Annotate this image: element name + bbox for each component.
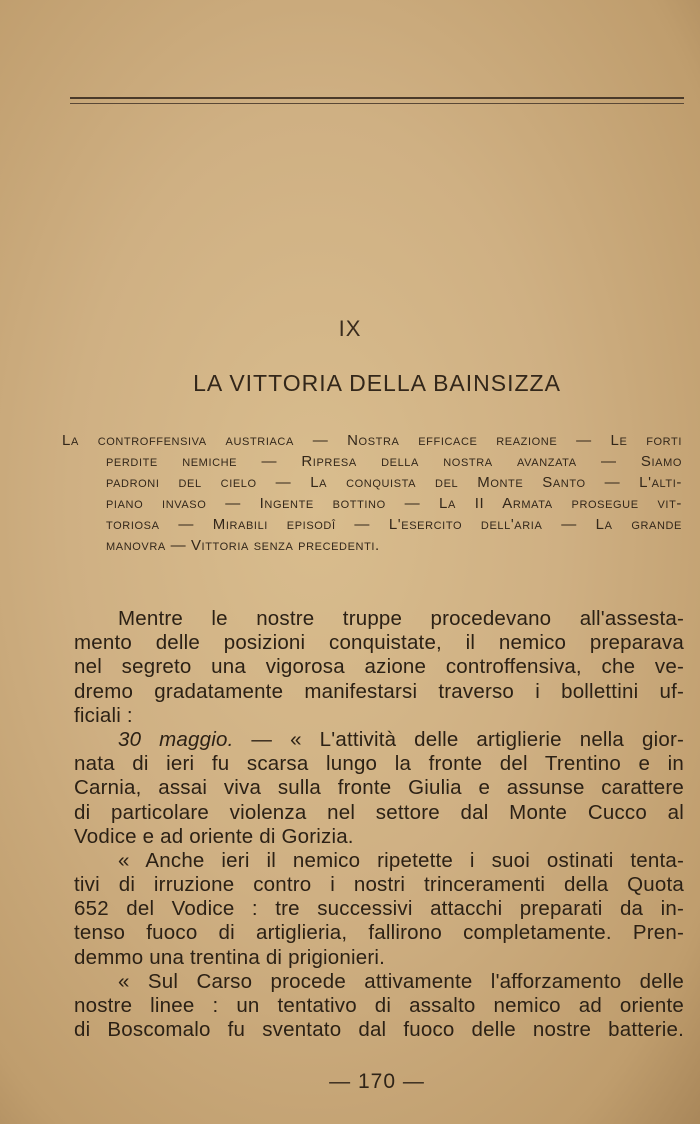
body-line: demmo una trentina di prigionieri. — [74, 945, 386, 969]
body-line: Vodice e ad oriente di Gorizia. — [74, 824, 354, 848]
body-line: mento delle posizioni conquistate, il nemico preparava — [74, 631, 684, 655]
chapter-number: IX — [338, 316, 362, 341]
body-line: Mentre le nostre truppe procedevano all'assesta- — [118, 607, 684, 630]
summary-line: padroni del cielo — La conquista del Monte Santo — L'alti- — [106, 474, 682, 491]
body-line: Carnia, assai viva sulla fronte Giulia e assunse carattere — [74, 776, 684, 800]
header-rule-top — [70, 97, 684, 99]
page-number: — 170 — — [329, 1070, 425, 1093]
body-text — [74, 607, 684, 1042]
chapter-title: LA VITTORIA DELLA BAINSIZZA — [193, 370, 561, 396]
summary-line: toriosa — Mirabili episodî — L'esercito dell'aria — La grande — [106, 516, 682, 533]
body-line: tenso fuoco di artiglieria, fallirono completamente. Pren- — [74, 921, 684, 945]
body-line: nostre linee : un tentativo di assalto nemico ad oriente — [74, 994, 684, 1017]
body-line-dispatch — [74, 728, 684, 752]
body-line: nata di ieri fu scarsa lungo la fronte del Trentino e in — [74, 752, 684, 776]
dispatch-date: 30 maggio. — [118, 727, 234, 751]
body-line: 652 del Vodice : tre successivi attacchi preparati da in- — [74, 897, 684, 921]
dispatch-text: — « L'attività delle artiglierie nella gior- — [233, 727, 684, 751]
body-line: « Anche ieri il nemico ripetette i suoi ostinati tenta- — [118, 848, 684, 872]
chapter-summary — [62, 430, 682, 556]
summary-line: manovra — Vittoria senza precedenti. — [106, 537, 380, 554]
body-line: di particolare violenza nel settore dal Monte Cucco al — [74, 800, 684, 824]
body-line: ficiali : — [74, 703, 133, 727]
body-line: nel segreto una vigorosa azione controffensiva, che ve- — [74, 655, 684, 679]
body-line: « Sul Carso procede attivamente l'afforzamento delle — [118, 969, 684, 993]
header-rule-bottom — [70, 103, 684, 104]
summary-line: La controffensiva austriaca — Nostra efficace reazione — Le forti — [62, 432, 682, 449]
summary-line: perdite nemiche — Ripresa della nostra avanzata — Siamo — [106, 453, 682, 470]
body-line: dremo gradatamente manifestarsi traverso i bollettini uf- — [74, 679, 684, 703]
body-line: di Boscomalo fu sventato dal fuoco delle nostre batterie. — [74, 1018, 684, 1042]
summary-line: piano invaso — Ingente bottino — La II Armata prosegue vit- — [106, 495, 682, 512]
body-line: tivi di irruzione contro i nostri trinceramenti della Quota — [74, 873, 684, 897]
